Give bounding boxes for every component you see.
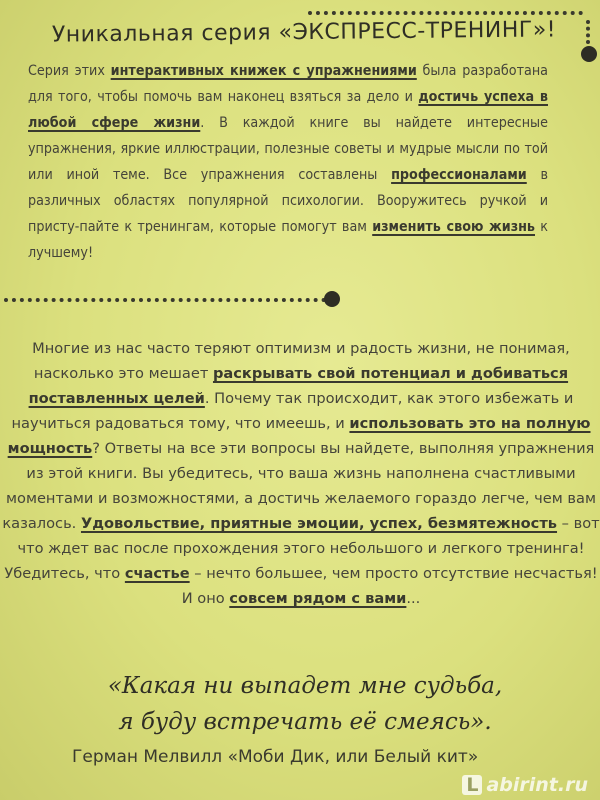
main-highlight-3: Удовольствие, приятные эмоции, успех, безмятежность bbox=[80, 515, 558, 532]
watermark-text: abirint.ru bbox=[486, 774, 588, 796]
box-highlight-2: достичь успеха в любой сфере жизни bbox=[28, 89, 548, 131]
box-text-4: в различных областях популярной психологии. Вооружитесь ручкой и присту-пайте к тренингам, которые помогут вам bbox=[28, 167, 548, 235]
box-text-3: . В каждой книге вы найдете интересные упражнения, яркие иллюстрации, полезные советы и мудрые мысли по той или иной теме. Все упражнения составлены bbox=[28, 115, 548, 183]
box-corner-dot bbox=[581, 46, 597, 62]
main-text-6: ... bbox=[406, 590, 421, 607]
main-text-1: Многие из нас часто теряют оптимизм и радость жизни, не понимая, насколько это мешает bbox=[32, 340, 570, 382]
box-highlight-3: профессионалами bbox=[391, 167, 527, 183]
box-bottom-dot bbox=[324, 291, 340, 307]
main-highlight-5: совсем рядом с вами bbox=[229, 590, 407, 607]
main-highlight-4: счастье bbox=[124, 565, 190, 582]
epigraph-quote bbox=[60, 668, 550, 740]
box-top-border bbox=[308, 11, 583, 15]
box-text-2: была разработана для того, чтобы помочь вам наконец взяться за дело и bbox=[28, 63, 548, 105]
box-highlight-1: интерактивных книжек с упражнениями bbox=[110, 63, 417, 79]
series-title: Уникальная серия «ЭКСПРЕСС-ТРЕНИНГ»! bbox=[51, 17, 557, 48]
box-highlight-4: изменить свою жизнь bbox=[372, 219, 535, 235]
main-text-5: – нечто большее, чем просто отсутствие несчастья! И оно bbox=[181, 565, 598, 607]
main-text-2: . Почему так происходит, как этого избежать и научиться радоваться тому, что имеешь, и bbox=[11, 390, 574, 432]
main-text-4: – вот что ждет вас после прохождения этого небольшого и легкого тренинга! Убедитесь, что bbox=[4, 515, 600, 582]
labirint-logo-icon: L bbox=[462, 775, 482, 795]
book-description bbox=[0, 336, 600, 611]
labirint-watermark bbox=[462, 774, 588, 796]
quote-line-1: «Какая ни выпадет мне судьба, bbox=[107, 673, 503, 699]
main-text-3: ? Ответы на все эти вопросы вы найдете, выполняя упражнения из этой книги. Вы убедитесь, что ваша жизнь наполнена счастливыми моментами и возможностями, а достичь желаемого гораздо легче, чем вам казалось. bbox=[2, 440, 596, 532]
main-highlight-1: раскрывать свой потенциал и добиваться поставленных целей bbox=[28, 365, 569, 407]
quote-line-2: я буду встречать её смеясь». bbox=[118, 709, 492, 735]
main-highlight-2: использовать это на полную мощность bbox=[7, 415, 591, 457]
quote-author: Герман Мелвилл «Моби Дик, или Белый кит» bbox=[72, 747, 479, 767]
box-bottom-border bbox=[4, 298, 326, 302]
series-description bbox=[28, 58, 548, 266]
box-right-border bbox=[586, 20, 590, 44]
box-text-5: к лучшему! bbox=[28, 219, 548, 261]
box-text-1: Серия этих bbox=[28, 63, 111, 79]
